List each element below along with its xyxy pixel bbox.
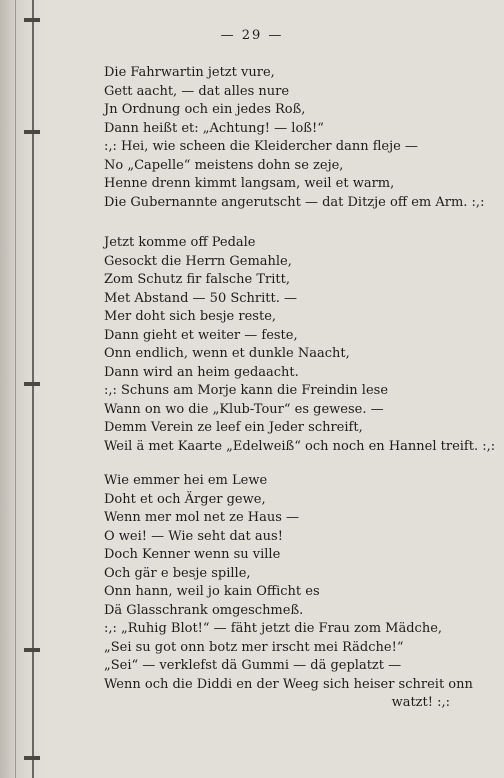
- book-gutter: [0, 0, 44, 778]
- verse-line: Die Gubernannte angerutscht — dat Ditzje off em Arm. :,:: [104, 194, 485, 210]
- stanza-2: [104, 234, 495, 456]
- binding-stitch: [24, 18, 40, 22]
- verse-line: :,: Schuns am Morje kann die Freindin lese: [104, 383, 389, 398]
- verse-line: Dann heißt et: „Achtung! — loß!“: [104, 120, 324, 136]
- binding-edge-line: [32, 0, 34, 778]
- verse-line: Wann on wo die „Klub-Tour“ es gewese. —: [104, 401, 384, 417]
- verse-line: :,: „Ruhig Blot!“ — fäht jetzt die Frau zom Mädche,: [104, 621, 443, 636]
- verse-line: Dä Glasschrank omgeschmeß.: [104, 602, 304, 618]
- verse-line: Zom Schutz fir falsche Tritt,: [104, 272, 290, 287]
- page-number: — 29 —: [220, 28, 284, 43]
- verse-line: Onn hann, weil jo kain Officht es: [104, 584, 320, 599]
- verse-line: No „Capelle“ meistens dohn se zeje,: [104, 157, 344, 173]
- verse-line: Och gär e besje spille,: [104, 565, 251, 581]
- verse-line: Wenn och die Diddi en der Weeg sich heiser schreit onn: [104, 676, 473, 692]
- verse-line: Henne drenn kimmt langsam, weil et warm,: [104, 176, 395, 191]
- verse-line: Wie emmer hei em Lewe: [104, 473, 268, 488]
- verse-line: „Sei su got onn botz mer irscht mei Rädche!“: [104, 639, 404, 655]
- verse-line: Gett aacht, — dat alles nure: [104, 83, 290, 99]
- binding-stitch: [24, 130, 40, 134]
- verse-line: Die Fahrwartin jetzt vure,: [104, 65, 275, 80]
- binding-stitch: [24, 648, 40, 652]
- verse-line: Gesockt die Herrn Gemahle,: [104, 253, 292, 269]
- verse-line: Wenn mer mol net ze Haus —: [104, 510, 300, 525]
- binding-stitch: [24, 756, 40, 760]
- verse-line: Jetzt komme off Pedale: [104, 235, 256, 250]
- verse-line: Jn Ordnung och ein jedes Roß,: [104, 102, 306, 117]
- stanza-1: [104, 64, 484, 212]
- verse-line: Onn endlich, wenn et dunkle Naacht,: [104, 346, 350, 361]
- verse-line: Demm Verein ze leef ein Jeder schreift,: [104, 420, 363, 435]
- verse-line: Mer doht sich besje reste,: [104, 309, 277, 324]
- binding-stitch: [24, 382, 40, 386]
- verse-line: Dann gieht et weiter — feste,: [104, 327, 298, 343]
- verse-line: Weil ä met Kaarte „Edelweiß“ och noch en Hannel treift. :,:: [104, 438, 496, 454]
- stanza-3: [104, 472, 504, 713]
- verse-line: „Sei“ — verklefst dä Gummi — dä geplatzt —: [104, 658, 402, 673]
- verse-line: O wei! — Wie seht dat aus!: [104, 528, 283, 544]
- verse-line: Met Abstand — 50 Schritt. —: [104, 290, 297, 306]
- verse-line: Dann wird an heim gedaacht.: [104, 364, 299, 380]
- verse-line: Doch Kenner wenn su ville: [104, 547, 281, 562]
- verse-line-continuation: watzt! :,:: [391, 695, 450, 710]
- gutter-shadow-line: [15, 0, 16, 778]
- verse-line: Doht et och Ärger gewe,: [104, 491, 266, 507]
- verse-line: :,: Hei, wie scheen die Kleidercher dann fleje —: [104, 139, 418, 154]
